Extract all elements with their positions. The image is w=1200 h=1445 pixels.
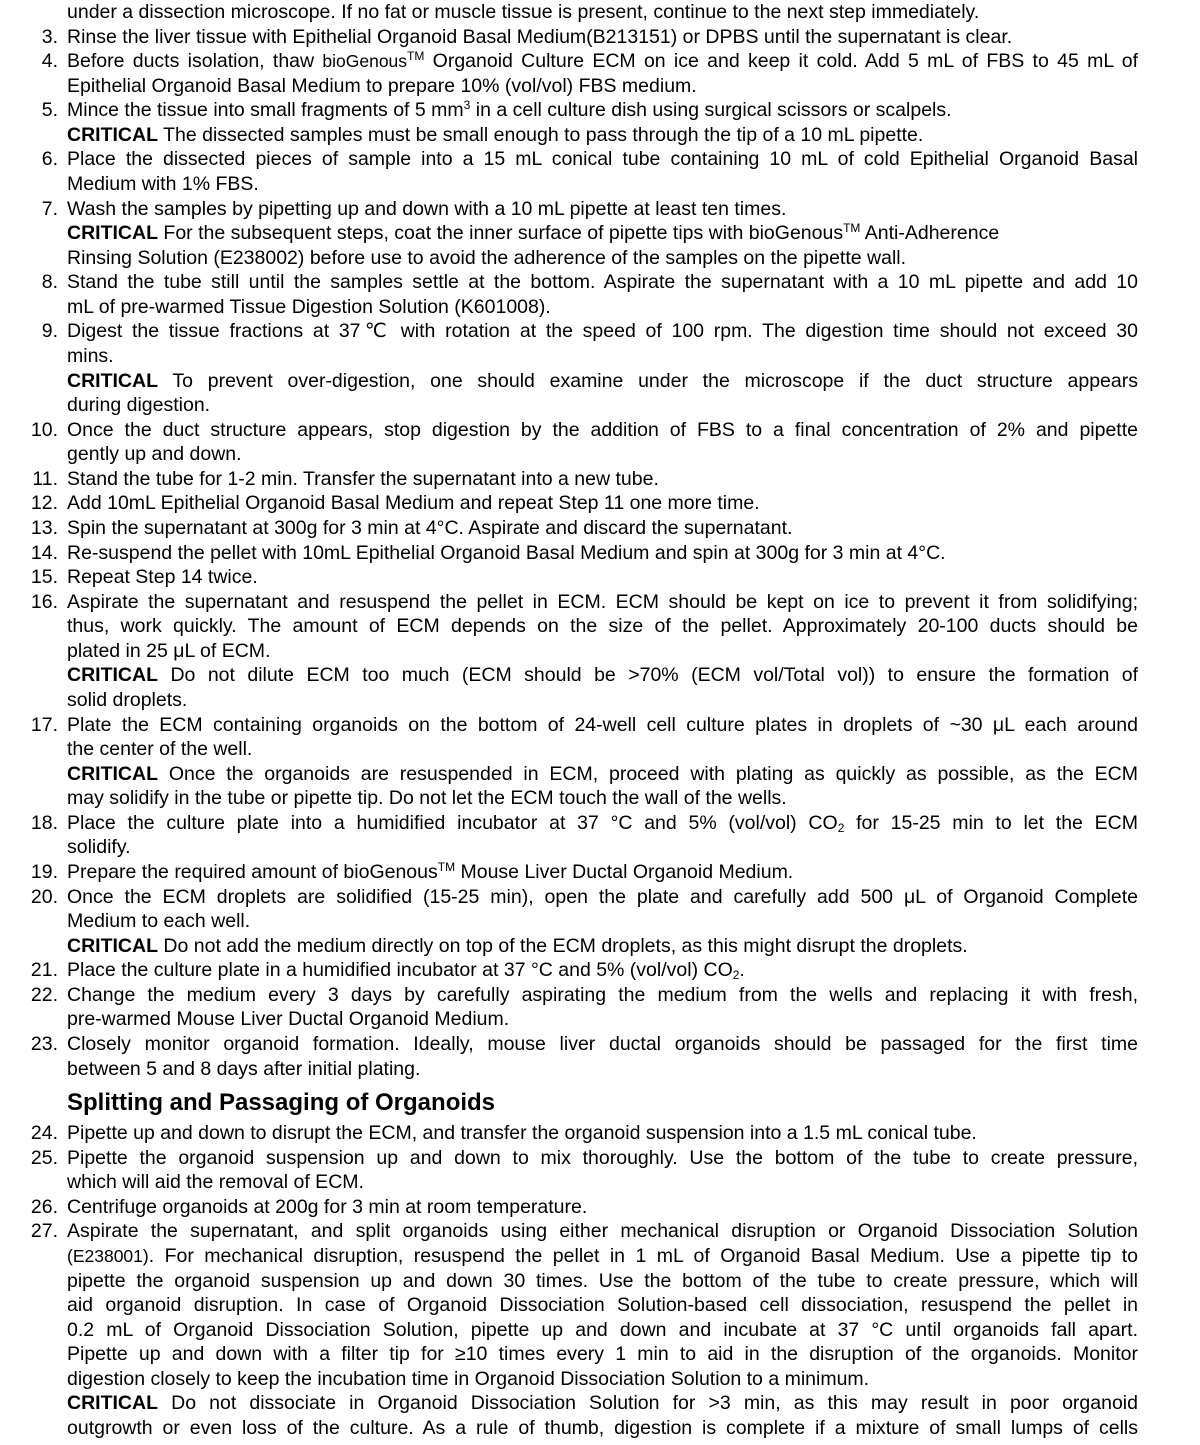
line-text-part: Mouse Liver Ductal Organoid Medium. bbox=[455, 860, 794, 883]
text-line bbox=[67, 639, 1138, 664]
text-line bbox=[67, 688, 1138, 713]
line-text: Spin the supernatant at 300g for 3 min at 4°C. Aspirate and discard the supernatant. bbox=[67, 516, 793, 539]
critical-label: CRITICAL bbox=[67, 123, 158, 146]
text-line bbox=[67, 565, 1138, 590]
text-line bbox=[67, 614, 1138, 639]
line-text: Aspirate the supernatant and resuspend the pellet in ECM. ECM should be kept on ice to prevent it from solidifying; bbox=[67, 590, 1138, 613]
step-number: 21. bbox=[30, 959, 58, 982]
line-text: mL of pre-warmed Tissue Digestion Solution (K601008). bbox=[67, 295, 551, 318]
text-line bbox=[67, 319, 1138, 344]
text-line bbox=[67, 442, 1138, 467]
line-text-part: . bbox=[739, 959, 745, 982]
line-text: To prevent over-digestion, one should examine under the microscope if the duct structure appears bbox=[172, 369, 1138, 392]
critical-note-line bbox=[67, 934, 1138, 959]
text-line bbox=[67, 516, 1138, 541]
line-text: aid organoid disruption. In case of Organoid Dissociation Solution-based cell dissociation, resuspend the pellet in bbox=[67, 1294, 1138, 1317]
line-text: digestion closely to keep the incubation time in Organoid Dissociation Solution to a minimum. bbox=[67, 1367, 870, 1390]
line-text: The dissected samples must be small enough to pass through the tip of a 10 mL pipette. bbox=[163, 123, 924, 146]
step-number: 11. bbox=[32, 467, 58, 490]
text-line bbox=[67, 737, 1138, 762]
line-text-part: Place the culture plate in a humidified incubator at 37 °C and 5% (vol/vol) CO bbox=[67, 959, 733, 982]
line-text: during digestion. bbox=[67, 394, 211, 417]
critical-note-line bbox=[67, 663, 1138, 688]
line-text: Plate the ECM containing organoids on the bottom of 24-well cell culture plates in droplets of ~30 μL each around bbox=[67, 713, 1138, 736]
text-line bbox=[67, 49, 1138, 74]
line-text: plated in 25 μL of ECM. bbox=[67, 639, 271, 662]
line-text: Digest the tissue fractions at 37℃ with rotation at the speed of 100 rpm. The digestion time should not exceed 30 bbox=[67, 320, 1138, 343]
text-line bbox=[67, 835, 1138, 860]
text-line bbox=[67, 1146, 1138, 1171]
line-text-part: Organoid Culture ECM on ice and keep it cold. Add 5 mL of FBS to 45 mL of bbox=[424, 50, 1138, 73]
line-text: mins. bbox=[67, 344, 114, 367]
line-text: Pipette up and down to disrupt the ECM, and transfer the organoid suspension into a 1.5 mL conical tube. bbox=[67, 1122, 977, 1145]
step-number: 27. bbox=[30, 1220, 58, 1243]
text-line bbox=[67, 295, 1138, 320]
text-line bbox=[67, 713, 1138, 738]
text-line bbox=[67, 1032, 1138, 1057]
text-line bbox=[67, 418, 1138, 443]
step-number: 23. bbox=[30, 1032, 58, 1055]
line-text: outgrowth or even loss of the culture. As a rule of thumb, digestion is complete if a mixture of small lumps of cells bbox=[67, 1416, 1138, 1439]
line-text: thus, work quickly. The amount of ECM depends on the size of the pellet. Approximately 20-100 ducts should be bbox=[67, 615, 1138, 638]
line-text: Re-suspend the pellet with 10mL Epithelial Organoid Basal Medium and spin at 300g for 3 min at 4°C. bbox=[67, 541, 946, 564]
text-line bbox=[67, 1367, 1138, 1392]
line-text: Wash the samples by pipetting up and down with a 10 mL pipette at least ten times. bbox=[67, 197, 787, 220]
text-line bbox=[67, 1244, 1138, 1269]
step-number: 24. bbox=[30, 1122, 58, 1145]
text-line bbox=[67, 1416, 1138, 1441]
line-text: Once the organoids are resuspended in ECM, proceed with plating as quickly as possible, as the ECM bbox=[168, 762, 1138, 785]
line-text-part: for 15-25 min to let the ECM bbox=[844, 811, 1138, 834]
step-number: 5. bbox=[41, 99, 58, 122]
text-line bbox=[67, 885, 1138, 910]
line-text: Aspirate the supernatant, and split organoids using either mechanical disruption or Organoid Dissociation Solution bbox=[67, 1220, 1138, 1243]
text-line bbox=[67, 270, 1138, 295]
superscript: 3 bbox=[463, 98, 471, 113]
critical-label: CRITICAL bbox=[67, 664, 158, 687]
line-text: Do not dissociate in Organoid Dissociation Solution for >3 min, as this may result in poor organoid bbox=[171, 1392, 1138, 1415]
line-text: pipette the organoid suspension up and down 30 times. Use the bottom of the tube to create pressure, which will bbox=[67, 1269, 1138, 1292]
superscript: TM bbox=[407, 49, 425, 64]
critical-note-line bbox=[67, 221, 1138, 246]
text-line bbox=[67, 1057, 1138, 1082]
text-line bbox=[67, 1219, 1138, 1244]
line-text-part: Anti-Adherence bbox=[860, 222, 1000, 245]
line-text: Stand the tube for 1-2 min. Transfer the supernatant into a new tube. bbox=[67, 467, 659, 490]
step-number: 9. bbox=[41, 320, 58, 343]
step-number: 25. bbox=[30, 1146, 58, 1169]
line-text: Repeat Step 14 twice. bbox=[67, 566, 258, 589]
line-text-part: Place the culture plate into a humidified incubator at 37 °C and 5% (vol/vol) CO bbox=[67, 811, 838, 834]
critical-note-line bbox=[67, 369, 1138, 394]
text-line bbox=[67, 909, 1138, 934]
text-line bbox=[67, 172, 1138, 197]
step-number: 12. bbox=[30, 492, 58, 515]
section-heading: Splitting and Passaging of Organoids bbox=[67, 1089, 496, 1117]
text-line bbox=[67, 98, 1138, 123]
subscript: 2 bbox=[732, 968, 740, 983]
line-text: between 5 and 8 days after initial plating. bbox=[67, 1057, 421, 1080]
text-line bbox=[67, 983, 1138, 1008]
line-text: Pipette up and down with a filter tip for ≥10 times every 1 min to aid in the disruption of the organoids. Monitor bbox=[67, 1343, 1138, 1366]
line-text-part: Mince the tissue into small fragments of 5 mm bbox=[67, 99, 464, 122]
text-line bbox=[67, 1342, 1138, 1367]
line-text: Pipette the organoid suspension up and down to mix thoroughly. Use the bottom of the tube to create pressure, bbox=[67, 1146, 1138, 1169]
line-text: Add 10mL Epithelial Organoid Basal Medium and repeat Step 11 one more time. bbox=[67, 492, 760, 515]
step-number: 6. bbox=[41, 148, 58, 171]
text-line bbox=[67, 958, 1138, 983]
step-number: 3. bbox=[41, 25, 58, 48]
text-line bbox=[67, 541, 1138, 566]
step-number: 10. bbox=[30, 418, 58, 441]
line-text-part: in a cell culture dish using surgical scissors or scalpels. bbox=[470, 99, 952, 122]
critical-label: CRITICAL bbox=[67, 934, 158, 957]
line-text: Do not dilute ECM too much (ECM should be >70% (ECM vol/Total vol)) to ensure the formation of bbox=[170, 664, 1138, 687]
critical-note-line bbox=[67, 762, 1138, 787]
text-line bbox=[67, 393, 1138, 418]
text-line bbox=[67, 1293, 1138, 1318]
step-number: 15. bbox=[30, 566, 58, 589]
line-text: Rinse the liver tissue with Epithelial Organoid Basal Medium(B213151) or DPBS until the supernatant is clear. bbox=[67, 25, 1013, 48]
line-text: may solidify in the tube or pipette tip. Do not let the ECM touch the wall of the wells. bbox=[67, 787, 787, 810]
text-line bbox=[67, 25, 1138, 50]
line-text-part: Before ducts isolation, thaw bbox=[67, 50, 323, 73]
line-text: gently up and down. bbox=[67, 443, 242, 466]
line-text: Centrifuge organoids at 200g for 3 min at room temperature. bbox=[67, 1195, 588, 1218]
critical-label: CRITICAL bbox=[67, 762, 158, 785]
line-text-part: For the subsequent steps, coat the inner surface of pipette tips with bioGenous bbox=[163, 222, 844, 245]
line-text-part: . For mechanical disruption, resuspend the pellet in 1 mL of Organoid Basal Medium. Use a pipette tip to bbox=[148, 1244, 1138, 1267]
text-line bbox=[67, 1007, 1138, 1032]
line-text-part: (E238001) bbox=[67, 1245, 149, 1266]
text-line bbox=[67, 467, 1138, 492]
critical-label: CRITICAL bbox=[67, 369, 158, 392]
text-line bbox=[67, 1121, 1138, 1146]
line-text: Do not add the medium directly on top of the ECM droplets, as this might disrupt the droplets. bbox=[163, 934, 968, 957]
text-line bbox=[67, 246, 1138, 271]
line-text: Stand the tube still until the samples settle at the bottom. Aspirate the supernatant with a 10 mL pipette and add 10 bbox=[67, 271, 1138, 294]
text-line bbox=[67, 74, 1138, 99]
text-line bbox=[67, 147, 1138, 172]
line-text: solidify. bbox=[67, 836, 131, 859]
critical-note-line bbox=[67, 1391, 1138, 1416]
subscript: 2 bbox=[837, 820, 845, 835]
step-number: 19. bbox=[30, 860, 58, 883]
line-text-part: bioGenous bbox=[322, 51, 408, 72]
critical-note-line bbox=[67, 123, 1138, 148]
text-line bbox=[67, 0, 1138, 25]
text-line bbox=[67, 811, 1138, 836]
line-text: Place the dissected pieces of sample into a 15 mL conical tube containing 10 mL of cold Epithelial Organoid Basal bbox=[67, 148, 1138, 171]
line-text: Rinsing Solution (E238002) before use to avoid the adherence of the samples on the pipette wall. bbox=[67, 246, 907, 269]
step-number: 18. bbox=[30, 811, 58, 834]
step-number: 16. bbox=[30, 590, 58, 613]
line-text: under a dissection microscope. If no fat or muscle tissue is present, continue to the next step immediately. bbox=[67, 1, 980, 23]
line-text: Medium to each well. bbox=[67, 910, 251, 933]
text-line bbox=[67, 491, 1138, 516]
step-number: 17. bbox=[30, 713, 58, 736]
line-text: pre-warmed Mouse Liver Ductal Organoid Medium. bbox=[67, 1008, 510, 1031]
line-text-part: Prepare the required amount of bioGenous bbox=[67, 860, 438, 883]
text-line bbox=[67, 590, 1138, 615]
step-number: 26. bbox=[30, 1195, 58, 1218]
text-line bbox=[67, 1170, 1138, 1195]
critical-label: CRITICAL bbox=[67, 222, 158, 245]
step-number: 20. bbox=[30, 885, 58, 908]
line-text: 0.2 mL of Organoid Dissociation Solution, pipette up and down and incubate at 37 °C until organoids fall apart. bbox=[67, 1318, 1138, 1341]
line-text: Closely monitor organoid formation. Ideally, mouse liver ductal organoids should be passaged for the first time bbox=[67, 1032, 1138, 1055]
step-number: 22. bbox=[30, 983, 58, 1006]
line-text: Change the medium every 3 days by carefully aspirating the medium from the wells and replacing it with fresh, bbox=[67, 983, 1138, 1006]
text-line bbox=[67, 1195, 1138, 1220]
step-number: 4. bbox=[41, 50, 58, 73]
text-line bbox=[67, 197, 1138, 222]
line-text: Once the duct structure appears, stop digestion by the addition of FBS to a final concentration of 2% and pipette bbox=[67, 418, 1138, 441]
line-text: Epithelial Organoid Basal Medium to prepare 10% (vol/vol) FBS medium. bbox=[67, 74, 697, 97]
critical-label: CRITICAL bbox=[67, 1392, 158, 1415]
line-text: solid droplets. bbox=[67, 688, 188, 711]
superscript: TM bbox=[437, 859, 456, 874]
step-number: 14. bbox=[30, 541, 58, 564]
text-line bbox=[67, 344, 1138, 369]
text-line bbox=[67, 860, 1138, 885]
line-text: which will aid the removal of ECM. bbox=[67, 1171, 364, 1194]
superscript: TM bbox=[843, 221, 861, 236]
step-number: 7. bbox=[41, 197, 58, 220]
text-line bbox=[67, 786, 1138, 811]
text-line bbox=[67, 1269, 1138, 1294]
step-number: 13. bbox=[30, 516, 58, 539]
text-line bbox=[67, 1318, 1138, 1343]
step-number: 8. bbox=[41, 271, 58, 294]
line-text: the center of the well. bbox=[67, 738, 253, 761]
line-text: Once the ECM droplets are solidified (15-25 min), open the plate and carefully add 500 μL of Organoid Complete bbox=[67, 885, 1138, 908]
line-text: Medium with 1% FBS. bbox=[67, 172, 259, 195]
